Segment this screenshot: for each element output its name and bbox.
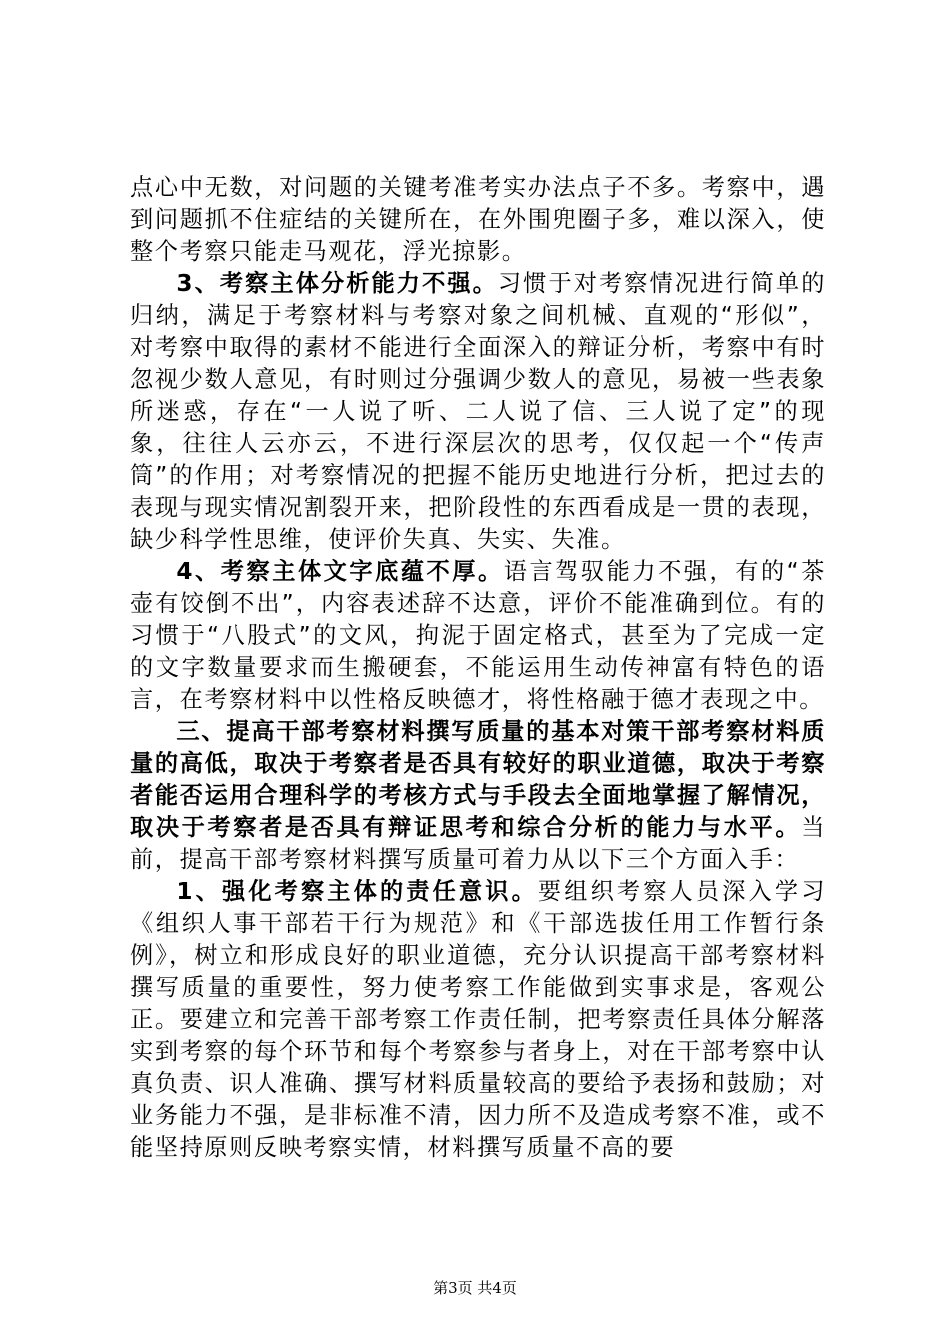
paragraph-text: 点心中无数，对问题的关键考准考实办法点子不多。考察中，遇到问题抓不住症结的关键所在，在外围兜圈子多，难以深入，使整个考察只能走马观花，浮光掠影。 — [130, 174, 826, 265]
paragraph-continuation — [130, 172, 826, 268]
paragraph-heading: 1、强化考察主体的责任意识。 — [176, 878, 538, 905]
paragraph-text: 语言驾驭能力不强，有的“茶壶有饺倒不出”，内容表述辞不达意，评价不能准确到位。有的习惯于“八股式”的文风，拘泥于固定格式，甚至为了完成一定的文字数量要求而生搬硬套，不能运用生动传神富有特色的语言，在考察材料中以性格反映德才，将性格融于德才表现之中。 — [130, 558, 827, 713]
paragraph-responsibility — [130, 876, 826, 1164]
paragraph-heading: 3、考察主体分析能力不强。 — [176, 270, 498, 297]
paragraph-text: 当前，提高干部考察材料撰写质量可着力从以下三个方面入手： — [130, 814, 826, 873]
paragraph-writing-foundation — [130, 556, 826, 716]
paragraph-text: 习惯于对考察情况进行简单的归纳，满足于考察材料与考察对象之间机械、直观的“形似”，对考察中取得的素材不能进行全面深入的辩证分析，考察中有时忽视少数人意见，有时则过分强调少数人的意见，易被一些表象所迷惑，存在“一人说了听、二人说了信、三人说了定”的现象，往往人云亦云，不进行深层次的思考，仅仅起一个“传声筒”的作用；对考察情况的把握不能历史地进行分析，把过去的表现与现实情况割裂开来，把阶段性的东西看成是一贯的表现，缺少科学性思维，使评价失真、失实、失准。 — [130, 270, 826, 553]
paragraph-analysis-ability — [130, 268, 826, 556]
paragraph-heading: 4、考察主体文字底蕴不厚。 — [176, 558, 504, 585]
page-number-footer: 第3页 共4页 — [433, 1279, 517, 1297]
section-three-countermeasures — [130, 716, 826, 876]
paragraph-text: 要组织考察人员深入学习《组织人事干部若干行为规范》和《干部选拔任用工作暂行条例》，树立和形成良好的职业道德，充分认识提高干部考察材料撰写质量的重要性，努力使考察工作能做到实事求是，客观公正。要建立和完善干部考察工作责任制，把考察责任具体分解落实到考察的每个环节和每个考察参与者身上，对在干部考察中认真负责、识人准确、撰写材料质量较高的要给予表扬和鼓励；对业务能力不强，是非标准不清，因力所不及造成考察不准，或不能坚持原则反映考察实情，材料撰写质量不高的要 — [130, 878, 826, 1161]
document-body — [130, 172, 826, 1164]
section-heading: 三、提高干部考察材料撰写质量的基本对策干部考察材料质量的高低，取决于考察者是否具有较好的职业道德，取决于考察者能否运用合理科学的考核方式与手段去全面地掌握了解情况，取决于考察者是否具有辩证思考和综合分析的能力与水平。 — [130, 718, 826, 841]
